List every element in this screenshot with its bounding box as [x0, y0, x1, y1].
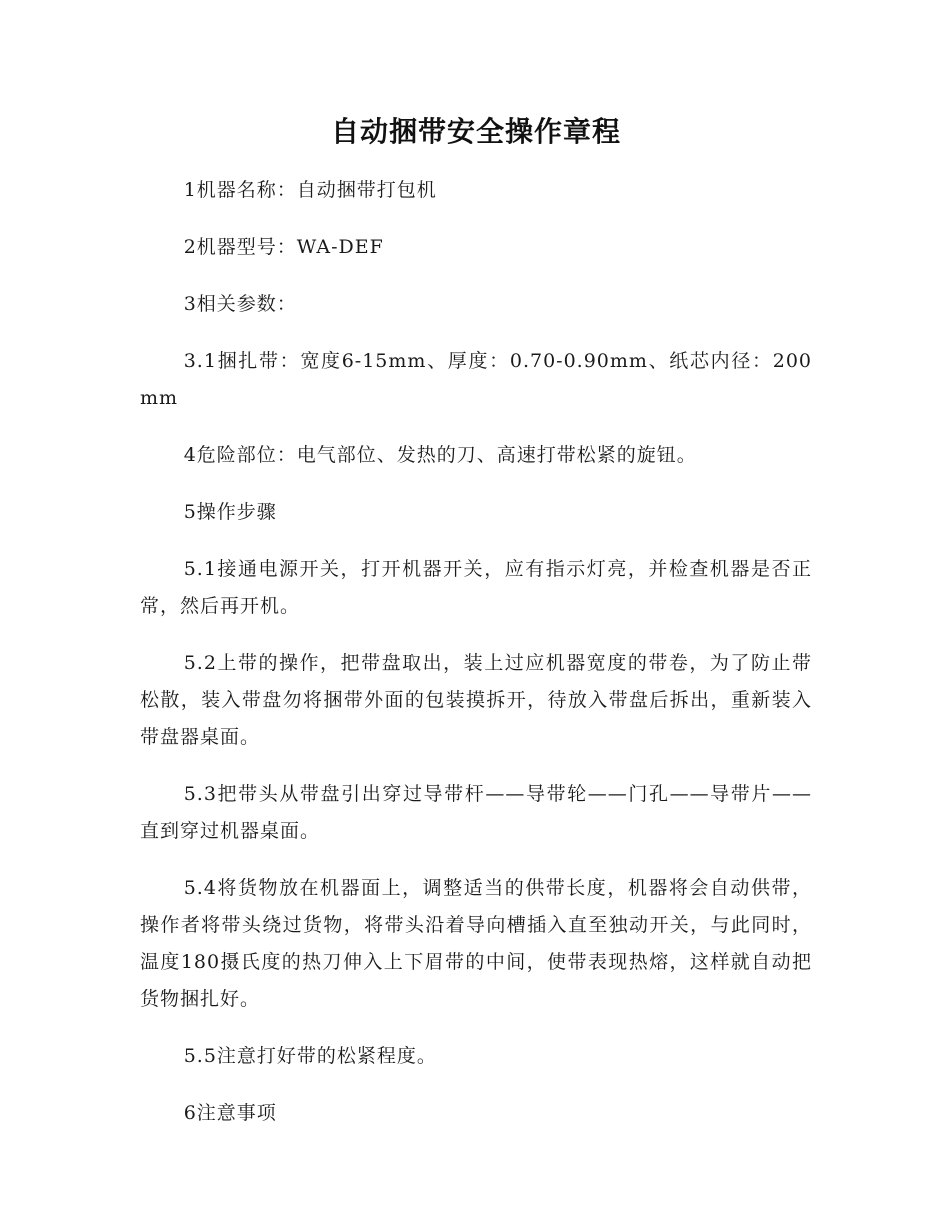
paragraph-strap-spec: 3.1捆扎带：宽度6-15mm、厚度：0.70-0.90mm、纸芯内径：200mm: [140, 350, 812, 409]
paragraph-step-5-1: 5.1接通电源开关，打开机器开关，应有指示灯亮，并检查机器是否正常，然后再开机。: [140, 558, 812, 617]
paragraph-precautions-heading: 6注意事项: [183, 1102, 277, 1124]
paragraph-parameters-heading: 3相关参数：: [183, 293, 297, 315]
paragraph-step-5-5: 5.5注意打好带的松紧程度。: [183, 1045, 437, 1067]
paragraph-step-5-3: 5.3把带头从带盘引出穿过导带杆——导带轮——门孔——导带片——直到穿过机器桌面。: [140, 783, 812, 842]
paragraph-machine-model: 2机器型号：WA-DEF: [183, 236, 384, 258]
paragraph-danger-areas: 4危险部位：电气部位、发热的刀、高速打带松紧的旋钮。: [183, 444, 697, 466]
paragraph-steps-heading: 5操作步骤: [183, 501, 277, 523]
paragraph-step-5-2: 5.2上带的操作，把带盘取出，装上过应机器宽度的带卷，为了防止带松散，装入带盘勿将捆带外面的包装摸拆开，待放入带盘后拆出，重新装入带盘器桌面。: [140, 652, 812, 748]
paragraph-step-5-4: 5.4将货物放在机器面上，调整适当的供带长度，机器将会自动供带，操作者将带头绕过货物，将带头沿着导向槽插入直至独动开关，与此同时，温度180摄氏度的热刀伸入上下眉带的中间，使带表现热熔，这样就自动把货物捆扎好。: [140, 877, 812, 1010]
document-title: 自动捆带安全操作章程: [330, 115, 621, 148]
paragraph-machine-name: 1机器名称：自动捆带打包机: [183, 179, 437, 201]
